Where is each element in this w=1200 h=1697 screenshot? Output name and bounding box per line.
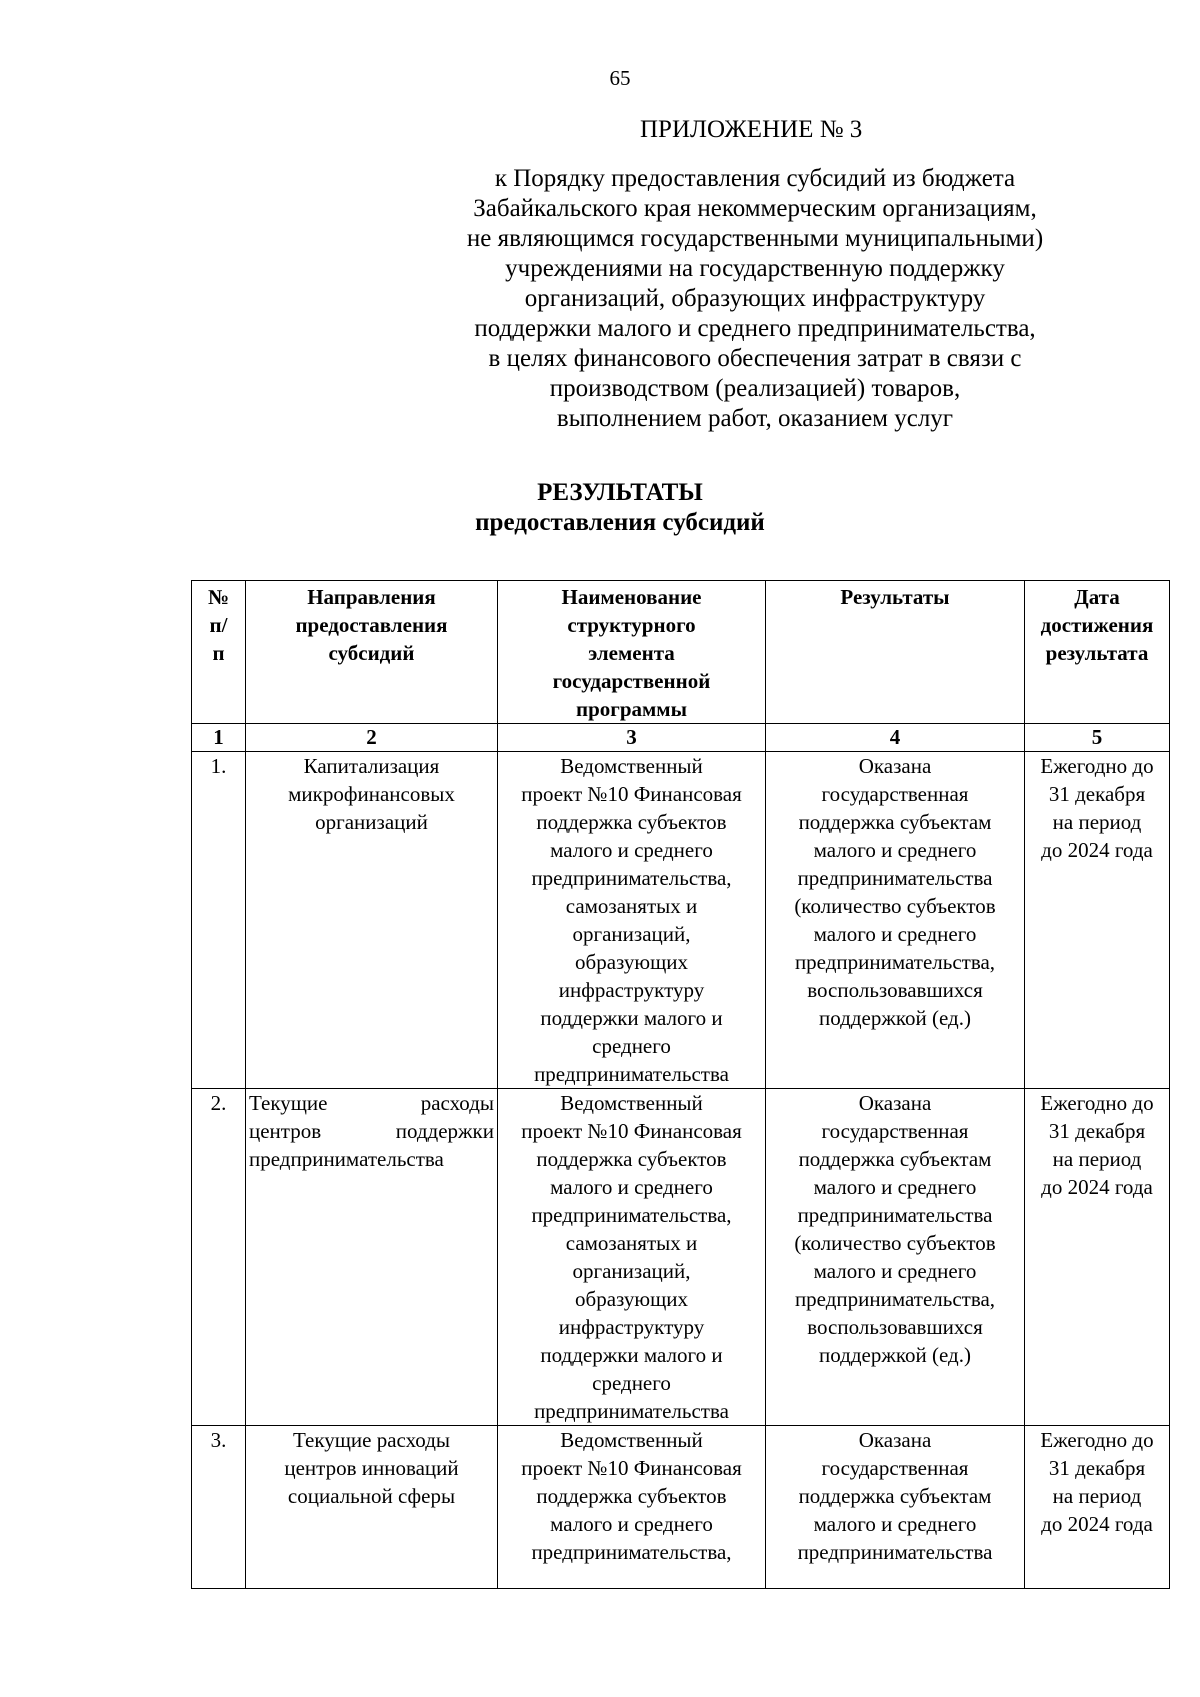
page-number: 65 (609, 66, 631, 90)
header-line: достижения (1040, 613, 1154, 637)
cell-line: до 2024 года (1041, 838, 1153, 862)
cell-line: самозанятых и (565, 894, 698, 918)
table-row (192, 752, 1170, 1089)
header-line: п/ (209, 613, 228, 637)
cell-line: Текущие расходы (293, 1428, 450, 1452)
subtitle-line: поддержки малого и среднего предпринимательства, (474, 315, 1036, 342)
document-heading (0, 478, 1200, 538)
cell-word: поддержки (395, 1119, 494, 1143)
column-number: 1 (192, 724, 246, 752)
cell-date (1025, 1089, 1170, 1426)
header-line: Результаты (840, 585, 950, 609)
cell-line: среднего (592, 1371, 671, 1395)
cell-line: организаций, (572, 1259, 691, 1283)
cell-line: воспользовавшихся (807, 1315, 983, 1339)
appendix-subtitle (440, 164, 1070, 434)
cell-line: поддержка субъектов (536, 810, 727, 834)
cell-element (498, 1089, 766, 1426)
cell-word: центров (249, 1119, 322, 1143)
cell-line: проект №10 Финансовая (521, 1119, 742, 1143)
row-number: 1. (192, 752, 246, 1089)
header-line: структурного (567, 613, 696, 637)
cell-result (766, 1089, 1025, 1426)
cell-line: на период (1052, 1484, 1142, 1508)
cell-line: малого и среднего (813, 1175, 977, 1199)
cell-line: проект №10 Финансовая (521, 782, 742, 806)
header-num (192, 581, 246, 724)
header-line: № (207, 585, 230, 609)
subtitle-line: Забайкальского края некоммерческим организациям, (473, 195, 1037, 222)
cell-line: Ежегодно до (1040, 1428, 1154, 1452)
row-number: 3. (192, 1426, 246, 1589)
cell-line: Ведомственный (560, 1091, 703, 1115)
header-line: субсидий (328, 641, 415, 665)
cell-line: социальной сферы (287, 1484, 456, 1508)
cell-line: микрофинансовых (288, 782, 455, 806)
subtitle-line: не являющимся государственными муниципальными) (466, 225, 1044, 252)
cell-line: малого и среднего (813, 1512, 977, 1536)
cell-direction (246, 1089, 498, 1426)
cell-line: предпринимательства (534, 1062, 729, 1086)
cell-line: Оказана (858, 1428, 932, 1452)
cell-line: до 2024 года (1041, 1512, 1153, 1536)
cell-line: предпринимательства (797, 866, 993, 890)
cell-line: организаций, (572, 922, 691, 946)
cell-line: Ежегодно до (1040, 754, 1154, 778)
cell-line (249, 1089, 494, 1117)
cell-line: предпринимательства, (531, 1203, 732, 1227)
cell-line: самозанятых и (565, 1231, 698, 1255)
subtitle-line: учреждениями на государственную поддержку (505, 255, 1005, 282)
cell-word: Текущие (249, 1091, 328, 1115)
cell-line: поддержка субъектам (798, 1484, 992, 1508)
cell-line: Ведомственный (560, 754, 703, 778)
subtitle-line: к Порядку предоставления субсидий из бюджета (494, 165, 1016, 192)
results-table (191, 580, 1170, 1589)
header-line: элемента (588, 641, 675, 665)
subtitle-line: организаций, образующих инфраструктуру (524, 285, 986, 312)
header-direction (246, 581, 498, 724)
cell-line: на период (1052, 1147, 1142, 1171)
header-line: программы (576, 697, 687, 721)
cell-line: поддержкой (ед.) (819, 1343, 971, 1367)
cell-date (1025, 752, 1170, 1089)
cell-line: предпринимательства (534, 1399, 729, 1423)
column-number-row (192, 724, 1170, 752)
column-number: 2 (246, 724, 498, 752)
cell-line: воспользовавшихся (807, 978, 983, 1002)
cell-result (766, 1426, 1025, 1589)
cell-direction (246, 1426, 498, 1589)
cell-line: поддержкой (ед.) (819, 1006, 971, 1030)
cell-line: поддержка субъектам (798, 1147, 992, 1171)
cell-line: 31 декабря (1048, 1456, 1146, 1480)
header-line: предоставления (295, 613, 448, 637)
cell-line: малого и среднего (813, 1259, 977, 1283)
cell-line: Оказана (858, 1091, 932, 1115)
cell-direction (246, 752, 498, 1089)
cell-line: инфраструктуру (558, 1315, 705, 1339)
cell-line: предпринимательства, (794, 950, 996, 974)
header-line: государственной (552, 669, 711, 693)
cell-line: 31 декабря (1048, 1119, 1146, 1143)
header-line: п (212, 641, 225, 665)
header-line: Направления (307, 585, 436, 609)
cell-line (249, 1117, 494, 1145)
table-header-row (192, 581, 1170, 724)
subtitle-line: производством (реализацией) товаров, (549, 375, 961, 402)
header-date (1025, 581, 1170, 724)
cell-line: поддержки малого и (540, 1006, 723, 1030)
cell-line: предпринимательства, (531, 866, 732, 890)
cell-line: образующих (575, 950, 688, 974)
cell-line: поддержка субъектов (536, 1147, 727, 1171)
cell-line: образующих (575, 1287, 688, 1311)
cell-result (766, 752, 1025, 1089)
cell-line: поддержка субъектам (798, 810, 992, 834)
cell-line: (количество субъектов (794, 1231, 996, 1255)
cell-line: центров инноваций (284, 1456, 459, 1480)
cell-line: государственная (821, 782, 969, 806)
header-line: Наименование (561, 585, 702, 609)
cell-line: до 2024 года (1041, 1175, 1153, 1199)
cell-line: Капитализация (303, 754, 440, 778)
cell-word: расходы (420, 1091, 494, 1115)
header-element (498, 581, 766, 724)
column-number: 4 (766, 724, 1025, 752)
cell-line: предпринимательства (797, 1540, 993, 1564)
cell-line: предпринимательства, (794, 1287, 996, 1311)
header-line: Дата (1074, 585, 1120, 609)
cell-date (1025, 1426, 1170, 1589)
column-number: 5 (1025, 724, 1170, 752)
heading-title: РЕЗУЛЬТАТЫ (537, 479, 703, 506)
cell-line: малого и среднего (813, 922, 977, 946)
row-number: 2. (192, 1089, 246, 1426)
header-line: результата (1045, 641, 1149, 665)
cell-line: на период (1052, 810, 1142, 834)
cell-line: предпринимательства (797, 1203, 993, 1227)
cell-line: предпринимательства (249, 1147, 444, 1171)
cell-line: Ведомственный (560, 1428, 703, 1452)
cell-line: государственная (821, 1119, 969, 1143)
column-number: 3 (498, 724, 766, 752)
cell-line: организаций (315, 810, 428, 834)
cell-line: 31 декабря (1048, 782, 1146, 806)
cell-line: Ежегодно до (1040, 1091, 1154, 1115)
cell-line: (количество субъектов (794, 894, 996, 918)
cell-line: проект №10 Финансовая (521, 1456, 742, 1480)
heading-subtitle: предоставления субсидий (475, 509, 765, 536)
cell-line: поддержка субъектов (536, 1484, 727, 1508)
table-row (192, 1426, 1170, 1589)
cell-line: поддержки малого и (540, 1343, 723, 1367)
cell-line: малого и среднего (550, 1175, 713, 1199)
header-results (766, 581, 1025, 724)
cell-element (498, 752, 766, 1089)
subtitle-line: выполнением работ, оказанием услуг (556, 405, 954, 432)
cell-line: государственная (821, 1456, 969, 1480)
subtitle-line: в целях финансового обеспечения затрат в связи с (488, 345, 1022, 372)
cell-line: среднего (592, 1034, 671, 1058)
table-row (192, 1089, 1170, 1426)
cell-line: инфраструктуру (558, 978, 705, 1002)
cell-element (498, 1426, 766, 1589)
cell-line: малого и среднего (550, 838, 713, 862)
cell-line: малого и среднего (813, 838, 977, 862)
cell-line: Оказана (858, 754, 932, 778)
cell-line: малого и среднего (550, 1512, 713, 1536)
appendix-title: ПРИЛОЖЕНИЕ № 3 (640, 116, 863, 143)
cell-line: предпринимательства, (531, 1540, 732, 1564)
